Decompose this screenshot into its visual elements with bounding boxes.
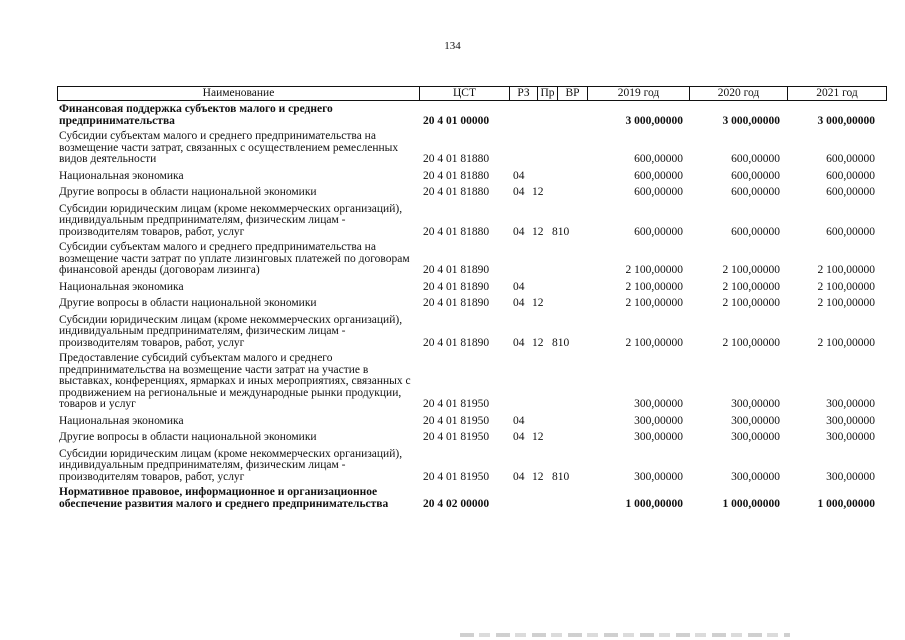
cell-cst: 20 4 01 81890 xyxy=(423,264,490,276)
cell-name: Другие вопросы в области национальной экономики xyxy=(59,186,317,198)
header-2021: 2021 год xyxy=(787,87,886,100)
cell-2019: 600,00000 xyxy=(634,169,683,182)
cell-name: Субсидии субъектам малого и среднего предпринимательства на возмещение части затрат по уплате лизинговых платежей по договорам финансовой аренды (договорам лизинга) xyxy=(59,241,410,276)
cell-name: Национальная экономика xyxy=(59,169,184,182)
page-number: 134 xyxy=(444,40,461,52)
cell-cst: 20 4 01 00000 xyxy=(423,114,490,127)
cell-pr: 12 xyxy=(532,336,544,349)
cell-cst: 20 4 01 81880 xyxy=(423,225,490,238)
cell-name: Национальная экономика xyxy=(59,280,184,293)
cell-2019: 2 100,00000 xyxy=(625,336,683,349)
table-row xyxy=(57,131,887,166)
cell-2019: 300,00000 xyxy=(634,398,683,410)
cell-cst: 20 4 01 81950 xyxy=(423,431,490,443)
cell-2021: 600,00000 xyxy=(826,186,875,198)
cell-2020: 600,00000 xyxy=(731,186,780,198)
table-row xyxy=(57,282,887,294)
header-rz: РЗ xyxy=(509,87,537,100)
cell-name: Финансовая поддержка субъектов малого и среднего предпринимательства xyxy=(59,103,333,127)
cell-cst: 20 4 01 81880 xyxy=(423,169,490,182)
cell-2021: 300,00000 xyxy=(826,470,875,483)
cell-2019: 300,00000 xyxy=(634,414,683,427)
cell-pr: 12 xyxy=(532,297,544,309)
cell-cst: 20 4 01 81880 xyxy=(423,153,490,165)
table-header xyxy=(57,86,887,101)
table-row xyxy=(57,315,887,350)
cell-name: Другие вопросы в области национальной экономики xyxy=(59,297,317,309)
cell-2019: 300,00000 xyxy=(634,470,683,483)
header-2020: 2020 год xyxy=(689,87,787,100)
scan-artifact xyxy=(460,633,790,637)
cell-name: Субсидии юридическим лицам (кроме некоммерческих организаций), индивидуальным предпринимателям, физическим лицам - производителям товаров, работ, услуг xyxy=(59,313,403,349)
cell-2021: 2 100,00000 xyxy=(817,297,875,309)
cell-2019: 2 100,00000 xyxy=(625,264,683,276)
table-row xyxy=(57,298,887,310)
cell-cst: 20 4 01 81950 xyxy=(423,398,490,410)
cell-2019: 3 000,00000 xyxy=(625,114,683,127)
cell-pr: 12 xyxy=(532,431,544,443)
cell-2021: 600,00000 xyxy=(826,225,875,238)
cell-cst: 20 4 01 81880 xyxy=(423,186,490,198)
cell-2020: 3 000,00000 xyxy=(722,114,780,127)
cell-2021: 600,00000 xyxy=(826,169,875,182)
table-row xyxy=(57,242,887,277)
table-row xyxy=(57,171,887,183)
cell-2019: 1 000,00000 xyxy=(625,497,683,510)
cell-rz: 04 xyxy=(513,225,525,238)
cell-2020: 2 100,00000 xyxy=(722,297,780,309)
cell-cst: 20 4 01 81950 xyxy=(423,470,490,483)
cell-rz: 04 xyxy=(513,470,525,483)
cell-2021: 2 100,00000 xyxy=(817,264,875,276)
header-cst: ЦСТ xyxy=(419,87,509,100)
cell-2019: 300,00000 xyxy=(634,431,683,443)
cell-2020: 2 100,00000 xyxy=(722,264,780,276)
cell-2021: 2 100,00000 xyxy=(817,336,875,349)
table-row xyxy=(57,432,887,444)
cell-pr: 12 xyxy=(532,470,544,483)
cell-2020: 300,00000 xyxy=(731,431,780,443)
cell-2020: 1 000,00000 xyxy=(722,497,780,510)
cell-cst: 20 4 01 81890 xyxy=(423,297,490,309)
cell-pr: 12 xyxy=(532,186,544,198)
table-row xyxy=(57,353,887,411)
table-row xyxy=(57,487,887,510)
cell-name: Субсидии юридическим лицам (кроме некоммерческих организаций), индивидуальным предпринимателям, физическим лицам - производителям товаров, работ, услуг xyxy=(59,202,403,238)
table-row xyxy=(57,204,887,239)
cell-cst: 20 4 01 81890 xyxy=(423,280,490,293)
cell-name: Другие вопросы в области национальной экономики xyxy=(59,431,317,443)
table-row xyxy=(57,449,887,484)
cell-2021: 300,00000 xyxy=(826,431,875,443)
cell-2020: 2 100,00000 xyxy=(722,336,780,349)
cell-cst: 20 4 01 81890 xyxy=(423,336,490,349)
cell-2020: 600,00000 xyxy=(731,153,780,165)
header-pr: Пр xyxy=(537,87,557,100)
cell-2020: 600,00000 xyxy=(731,225,780,238)
budget-table xyxy=(57,86,887,510)
cell-2021: 2 100,00000 xyxy=(817,280,875,293)
cell-rz: 04 xyxy=(513,169,525,182)
cell-2020: 300,00000 xyxy=(731,414,780,427)
header-vr: ВР xyxy=(557,87,587,100)
cell-rz: 04 xyxy=(513,414,525,427)
header-2019: 2019 год xyxy=(587,87,689,100)
cell-2021: 3 000,00000 xyxy=(817,114,875,127)
cell-vr: 810 xyxy=(552,225,570,238)
cell-rz: 04 xyxy=(513,336,525,349)
cell-2021: 600,00000 xyxy=(826,153,875,165)
cell-2020: 300,00000 xyxy=(731,398,780,410)
cell-name: Субсидии субъектам малого и среднего предпринимательства на возмещение части затрат, связанных с осуществлением ремесленных видов деятельности xyxy=(59,130,399,165)
cell-name: Национальная экономика xyxy=(59,414,184,427)
cell-2019: 600,00000 xyxy=(634,186,683,198)
cell-rz: 04 xyxy=(513,280,525,293)
cell-vr: 810 xyxy=(552,470,570,483)
cell-2019: 600,00000 xyxy=(634,225,683,238)
cell-name: Субсидии юридическим лицам (кроме некоммерческих организаций), индивидуальным предпринимателям, физическим лицам - производителям товаров, работ, услуг xyxy=(59,447,403,483)
table-body xyxy=(57,104,887,510)
cell-cst: 20 4 02 00000 xyxy=(423,497,490,510)
cell-rz: 04 xyxy=(513,297,525,309)
cell-name: Нормативное правовое, информационное и организационное обеспечение развития малого и среднего предпринимательства xyxy=(59,486,389,510)
cell-2020: 600,00000 xyxy=(731,169,780,182)
table-row xyxy=(57,104,887,127)
cell-2019: 600,00000 xyxy=(634,153,683,165)
cell-2020: 300,00000 xyxy=(731,470,780,483)
cell-cst: 20 4 01 81950 xyxy=(423,414,490,427)
cell-2021: 300,00000 xyxy=(826,398,875,410)
cell-2019: 2 100,00000 xyxy=(625,280,683,293)
cell-2021: 1 000,00000 xyxy=(817,497,875,510)
cell-vr: 810 xyxy=(552,336,570,349)
cell-2021: 300,00000 xyxy=(826,414,875,427)
cell-2020: 2 100,00000 xyxy=(722,280,780,293)
table-row xyxy=(57,187,887,199)
cell-pr: 12 xyxy=(532,225,544,238)
cell-name: Предоставление субсидий субъектам малого и среднего предпринимательства на возмещение части затрат на участие в выставках, конференциях, ярмарках и иных мероприятиях, связанных с продвижением на региональные и международные рынки продукции, товаров и услуг xyxy=(59,352,411,410)
cell-rz: 04 xyxy=(513,186,525,198)
header-name: Наименование xyxy=(202,87,275,99)
cell-2019: 2 100,00000 xyxy=(625,297,683,309)
table-row xyxy=(57,416,887,428)
cell-rz: 04 xyxy=(513,431,525,443)
